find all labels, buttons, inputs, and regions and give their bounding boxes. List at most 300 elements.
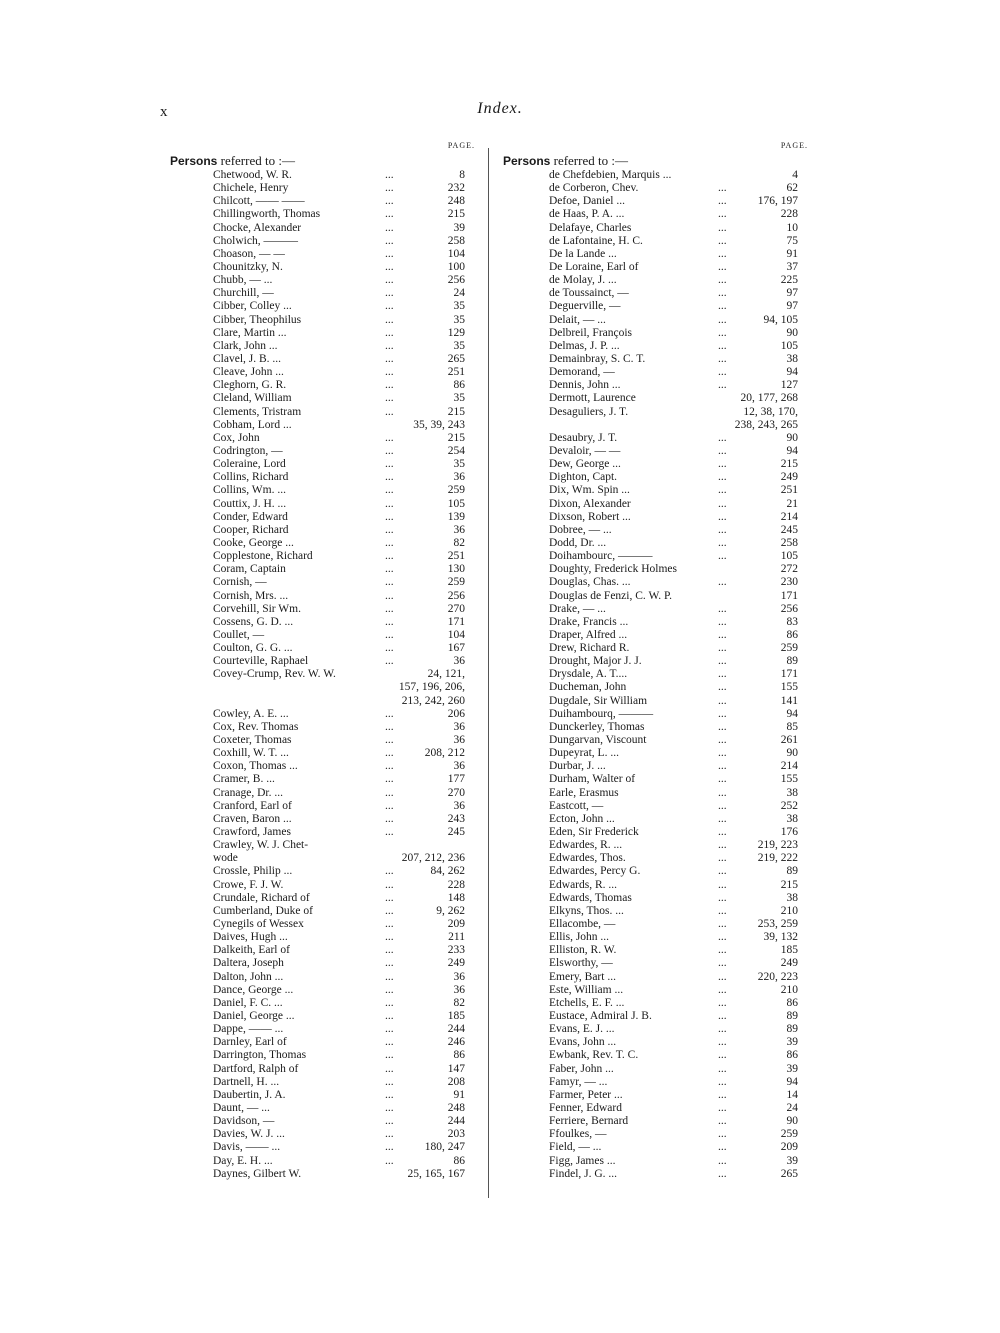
entry-pages: 219, 223 [757, 839, 798, 852]
index-entry [503, 406, 808, 419]
entry-leader: ... [385, 970, 394, 983]
entry-name: Crossle, Philip ... [213, 865, 293, 878]
entry-leader: ... [718, 996, 727, 1009]
entry-pages: 105 [447, 497, 465, 510]
index-entry [170, 353, 475, 366]
entry-pages: 35, 39, 243 [413, 418, 465, 431]
entry-name: Chocke, Alexander [213, 221, 302, 234]
entry-leader: ... [385, 878, 394, 891]
index-entry [170, 1102, 475, 1115]
entry-name: Delbreil, François [549, 326, 633, 339]
entry-leader: ... [718, 1154, 727, 1167]
entry-pages: 261 [780, 734, 798, 747]
entry-leader: ... [718, 471, 727, 484]
index-entry [170, 944, 475, 957]
entry-name: Dugdale, Sir William [549, 694, 648, 707]
index-entry [170, 222, 475, 235]
entry-name: Figg, James ... [549, 1154, 616, 1167]
entry-name: de Toussainct, — [549, 287, 629, 300]
entry-name: Ecton, John ... [549, 812, 615, 825]
index-entry [503, 1063, 808, 1076]
entry-leader: ... [718, 326, 727, 339]
index-entry [170, 445, 475, 458]
entry-name: Clark, John ... [213, 339, 278, 352]
entry-name: Elsworthy, — [549, 957, 613, 970]
entry-leader: ... [718, 484, 727, 497]
entry-name: Emery, Bart ... [549, 970, 616, 983]
entry-leader: ... [718, 642, 727, 655]
index-entry [170, 379, 475, 392]
index-entry [503, 629, 808, 642]
entry-pages: 4 [792, 169, 798, 181]
entry-pages: 157, 196, 206, [398, 681, 465, 694]
entry-name: Cleghorn, G. R. [213, 379, 287, 392]
entry-pages: 251 [780, 484, 798, 497]
entry-pages: 85 [786, 720, 798, 733]
entry-name: Edwardes, R. ... [549, 839, 623, 852]
page-folio: x [160, 104, 168, 120]
entry-pages: 259 [780, 642, 798, 655]
index-entry [170, 892, 475, 905]
entry-leader: ... [718, 313, 727, 326]
entry-leader: ... [385, 760, 394, 773]
index-entry [170, 208, 475, 221]
entry-name: Delafaye, Charles [549, 221, 632, 234]
index-entry [170, 905, 475, 918]
entry-name: Chubb, — ... [213, 274, 273, 287]
index-entry [170, 550, 475, 563]
entry-pages: 86 [786, 628, 798, 641]
entry-name: Davidson, — [213, 1115, 275, 1128]
entry-leader: ... [385, 484, 394, 497]
entry-pages: 251 [447, 550, 465, 563]
entry-pages: 75 [786, 234, 798, 247]
entry-pages: 36 [453, 471, 465, 484]
entry-leader: ... [718, 510, 727, 523]
entry-leader: ... [385, 1023, 394, 1036]
entry-leader: ... [385, 313, 394, 326]
entry-name: Dennis, John ... [549, 379, 621, 392]
entry-pages: 244 [447, 1115, 465, 1128]
entry-name: Elliston, R. W. [549, 944, 617, 957]
entry-leader: ... [718, 497, 727, 510]
index-entry [503, 1049, 808, 1062]
entry-leader: ... [385, 405, 394, 418]
entry-name: Famyr, — ... [549, 1075, 608, 1088]
entry-leader: ... [385, 260, 394, 273]
entry-name: Cornish, — [213, 576, 267, 589]
entry-pages: 38 [786, 352, 798, 365]
entry-leader: ... [718, 260, 727, 273]
index-entry [503, 1128, 808, 1141]
index-entry [503, 642, 808, 655]
index-entry [170, 432, 475, 445]
entry-name: Dupeyrat, L. ... [549, 747, 619, 760]
entry-pages: 90 [786, 747, 798, 760]
entry-leader: ... [385, 392, 394, 405]
entry-name: Eustace, Admiral J. B. [549, 1010, 652, 1022]
entry-name: Dappe, —— ... [213, 1023, 284, 1036]
index-column-right [503, 140, 808, 1181]
index-entry [503, 668, 808, 681]
entry-pages: 36 [453, 523, 465, 536]
entry-leader: ... [385, 510, 394, 523]
entry-name: Day, E. H. ... [213, 1154, 273, 1167]
index-entry [503, 852, 808, 865]
entry-pages: 141 [780, 694, 798, 707]
entry-pages: 89 [786, 1023, 798, 1036]
entry-pages: 265 [780, 1167, 798, 1180]
entry-name: Dighton, Capt. [549, 471, 618, 484]
index-entry [170, 931, 475, 944]
index-entry [503, 392, 808, 405]
entry-name: Etchells, E. F. ... [549, 996, 625, 1009]
index-entry [170, 957, 475, 970]
index-entry [503, 300, 808, 313]
index-entry [503, 445, 808, 458]
entry-name: Coulton, G. G. ... [213, 642, 293, 655]
entry-name: Chilcott, —— —— [213, 195, 305, 208]
entry-pages: 259 [447, 576, 465, 589]
index-entry [170, 668, 475, 681]
index-entry [503, 931, 808, 944]
entry-pages: 209 [780, 1141, 798, 1154]
entry-pages: 39 [453, 221, 465, 234]
entry-pages: 24, 121, [427, 668, 465, 681]
entry-pages: 100 [447, 260, 465, 273]
entry-name: Deguerville, — [549, 300, 621, 313]
entry-list [170, 169, 475, 1181]
entry-pages: 270 [447, 786, 465, 799]
entry-pages: 94 [786, 707, 798, 720]
entry-leader: ... [385, 615, 394, 628]
entry-leader: ... [718, 1088, 727, 1101]
entry-leader: ... [385, 996, 394, 1009]
entry-pages: 90 [786, 431, 798, 444]
entry-leader: ... [718, 681, 727, 694]
entry-leader: ... [718, 1115, 727, 1128]
entry-pages: 185 [447, 1010, 465, 1022]
entry-pages: 94 [786, 366, 798, 379]
entry-pages: 246 [447, 1036, 465, 1049]
entry-pages: 228 [780, 208, 798, 221]
entry-leader: ... [385, 234, 394, 247]
entry-leader: ... [385, 576, 394, 589]
entry-name: Edwardes, Percy G. [549, 865, 641, 878]
entry-pages: 38 [786, 812, 798, 825]
entry-pages: 86 [453, 379, 465, 392]
entry-leader: ... [385, 957, 394, 970]
entry-name: Ewbank, Rev. T. C. [549, 1049, 639, 1062]
index-entry [503, 695, 808, 708]
section-heading [170, 152, 475, 169]
entry-pages: 256 [780, 602, 798, 615]
entry-pages: 91 [453, 1088, 465, 1101]
entry-name: Farmer, Peter ... [549, 1088, 623, 1101]
index-entry [170, 1036, 475, 1049]
index-entry [170, 274, 475, 287]
entry-name: Davies, W. J. ... [213, 1128, 285, 1141]
entry-name: Cramer, B. ... [213, 773, 275, 786]
entry-leader: ... [718, 221, 727, 234]
entry-leader: ... [718, 1049, 727, 1062]
entry-leader: ... [385, 247, 394, 260]
entry-leader: ... [385, 786, 394, 799]
entry-name: Delmas, J. P. ... [549, 339, 620, 352]
entry-leader: ... [718, 694, 727, 707]
entry-leader: ... [718, 970, 727, 983]
entry-name: Dermott, Laurence [549, 392, 636, 405]
entry-pages: 253, 259 [757, 918, 798, 931]
entry-pages: 38 [786, 891, 798, 904]
entry-leader: ... [718, 576, 727, 589]
index-entry [170, 800, 475, 813]
entry-name: Clavel, J. B. ... [213, 352, 282, 365]
entry-leader: ... [718, 826, 727, 839]
index-entry [170, 406, 475, 419]
index-entry [503, 353, 808, 366]
entry-name: Edwards, R. ... [549, 878, 618, 891]
index-entry [503, 905, 808, 918]
entry-name: Cynegils of Wessex [213, 918, 304, 931]
entry-pages: 89 [786, 1010, 798, 1022]
entry-name: Demorand, — [549, 366, 615, 379]
index-entry [170, 287, 475, 300]
entry-pages: 244 [447, 1023, 465, 1036]
index-entry [170, 524, 475, 537]
entry-leader: ... [718, 1128, 727, 1141]
entry-name: Coram, Captain [213, 563, 286, 576]
entry-pages: 238, 243, 265 [734, 418, 798, 431]
entry-leader: ... [385, 931, 394, 944]
entry-name: Daltera, Joseph [213, 957, 284, 970]
entry-leader: ... [718, 615, 727, 628]
entry-name: Cleland, William [213, 392, 292, 405]
entry-name: Collins, Richard [213, 471, 289, 484]
entry-leader: ... [718, 1141, 727, 1154]
index-entry [503, 379, 808, 392]
entry-pages: 39 [786, 1062, 798, 1075]
entry-leader: ... [385, 1075, 394, 1088]
entry-name: Darrington, Thomas [213, 1049, 307, 1062]
entry-pages: 155 [780, 681, 798, 694]
entry-pages: 259 [447, 484, 465, 497]
entry-pages: 36 [453, 720, 465, 733]
entry-leader: ... [385, 444, 394, 457]
index-entry [503, 458, 808, 471]
entry-pages: 248 [447, 1101, 465, 1114]
entry-name: Defoe, Daniel ... [549, 195, 625, 208]
entry-leader: ... [718, 1167, 727, 1180]
entry-pages: 20, 177, 268 [740, 392, 798, 405]
index-entry [503, 1102, 808, 1115]
entry-pages: 256 [447, 589, 465, 602]
entry-name: Dartford, Ralph of [213, 1062, 299, 1075]
entry-name: Evans, E. J. ... [549, 1023, 615, 1036]
entry-leader: ... [385, 221, 394, 234]
entry-name: Delait, — ... [549, 313, 606, 326]
index-entry [170, 590, 475, 603]
entry-leader: ... [385, 379, 394, 392]
index-entry [503, 261, 808, 274]
entry-name: Chichele, Henry [213, 182, 289, 195]
index-entry [503, 773, 808, 786]
entry-name: Cooper, Richard [213, 523, 289, 536]
index-entry [503, 681, 808, 694]
entry-pages: 91 [786, 247, 798, 260]
index-entry [170, 537, 475, 550]
entry-name: Cox, Rev. Thomas [213, 720, 299, 733]
index-entry [503, 839, 808, 852]
index-entry [170, 997, 475, 1010]
index-entry [170, 248, 475, 261]
index-entry [170, 366, 475, 379]
index-entry [503, 471, 808, 484]
entry-pages: 215 [780, 458, 798, 471]
entry-name: Craven, Baron ... [213, 812, 292, 825]
entry-leader: ... [718, 300, 727, 313]
index-entry [170, 787, 475, 800]
index-entry [503, 248, 808, 261]
entry-pages: 8 [459, 169, 465, 181]
entry-pages: 24 [786, 1101, 798, 1114]
entry-pages: 215 [447, 405, 465, 418]
entry-pages: 259 [780, 1128, 798, 1141]
entry-leader: ... [718, 628, 727, 641]
entry-name: Earle, Erasmus [549, 786, 619, 799]
entry-leader: ... [385, 536, 394, 549]
entry-name: Dix, Wm. Spin ... [549, 484, 630, 497]
index-entry [503, 1141, 808, 1154]
entry-leader: ... [385, 734, 394, 747]
index-entry [170, 695, 475, 708]
entry-pages: 130 [447, 563, 465, 576]
index-entry [170, 484, 475, 497]
entry-name: de Molay, J. ... [549, 274, 617, 287]
entry-leader: ... [385, 208, 394, 221]
entry-pages: 258 [780, 536, 798, 549]
entry-name: Eden, Sir Frederick [549, 826, 639, 839]
entry-pages: 14 [786, 1088, 798, 1101]
entry-pages: 210 [780, 904, 798, 917]
page-column-header: PAGE. [780, 141, 808, 150]
entry-pages: 89 [786, 655, 798, 668]
entry-pages: 225 [780, 274, 798, 287]
entry-leader: ... [718, 339, 727, 352]
entry-leader: ... [718, 274, 727, 287]
entry-leader: ... [385, 944, 394, 957]
entry-pages: 176, 197 [757, 195, 798, 208]
entry-leader: ... [718, 707, 727, 720]
entry-leader: ... [385, 471, 394, 484]
entry-name: Codrington, — [213, 444, 283, 457]
entry-pages: 36 [453, 983, 465, 996]
index-entry [503, 208, 808, 221]
entry-name: de Corberon, Chev. [549, 182, 639, 195]
entry-leader: ... [718, 720, 727, 733]
entry-pages: 207, 212, 236 [401, 852, 465, 865]
entry-leader: ... [385, 366, 394, 379]
index-entry [503, 747, 808, 760]
entry-name: Crawford, James [213, 826, 291, 839]
index-entry [503, 721, 808, 734]
entry-name: Daynes, Gilbert W. [213, 1167, 302, 1180]
index-entry [170, 419, 475, 432]
entry-leader: ... [385, 1154, 394, 1167]
index-entry [503, 826, 808, 839]
entry-pages: 97 [786, 300, 798, 313]
entry-name: Durbar, J. ... [549, 760, 606, 773]
entry-leader: ... [385, 1088, 394, 1101]
entry-pages: 251 [447, 366, 465, 379]
entry-pages: 39 [786, 1036, 798, 1049]
index-entry [503, 498, 808, 511]
index-entry [503, 1155, 808, 1168]
entry-name: Covey-Crump, Rev. W. W. [213, 668, 336, 681]
entry-pages: 89 [786, 865, 798, 878]
index-entry [170, 261, 475, 274]
index-entry [503, 957, 808, 970]
entry-pages: 12, 38, 170, [743, 405, 798, 418]
entry-leader: ... [718, 1023, 727, 1036]
entry-leader: ... [385, 602, 394, 615]
entry-name: Darnley, Earl of [213, 1036, 287, 1049]
index-entry [503, 314, 808, 327]
entry-name: Ducheman, John [549, 681, 627, 694]
entry-pages: 25, 165, 167 [407, 1167, 465, 1180]
entry-leader: ... [718, 904, 727, 917]
entry-leader: ... [385, 523, 394, 536]
entry-pages: 206 [447, 707, 465, 720]
entry-pages: 90 [786, 1115, 798, 1128]
index-entry [170, 340, 475, 353]
index-entry [503, 366, 808, 379]
entry-name: Churchill, — [213, 287, 274, 300]
entry-leader: ... [385, 1036, 394, 1049]
entry-pages: 210 [780, 983, 798, 996]
entry-name: Dunckerley, Thomas [549, 720, 645, 733]
entry-leader: ... [385, 1049, 394, 1062]
entry-name: Cox, John [213, 431, 260, 444]
index-entry [170, 1128, 475, 1141]
entry-pages: 203 [447, 1128, 465, 1141]
entry-name: Davis, —— ... [213, 1141, 281, 1154]
entry-leader: ... [385, 720, 394, 733]
index-entry [170, 1155, 475, 1168]
entry-leader: ... [718, 891, 727, 904]
entry-leader: ... [385, 287, 394, 300]
entry-name: Cibber, Colley ... [213, 300, 292, 313]
entry-pages: 214 [780, 510, 798, 523]
entry-leader: ... [718, 918, 727, 931]
entry-leader: ... [385, 812, 394, 825]
index-entry [170, 1115, 475, 1128]
entry-leader: ... [718, 799, 727, 812]
index-entry [170, 734, 475, 747]
section-heading-bold: Persons [503, 154, 551, 168]
entry-pages: 147 [447, 1062, 465, 1075]
entry-leader: ... [385, 182, 394, 195]
index-entry [503, 340, 808, 353]
index-entry [170, 169, 475, 182]
entry-name: de Chefdebien, Marquis ... [549, 169, 672, 181]
entry-pages: 35 [453, 339, 465, 352]
entry-pages: 256 [447, 274, 465, 287]
index-entry [503, 879, 808, 892]
entry-leader: ... [385, 458, 394, 471]
entry-pages: 97 [786, 287, 798, 300]
entry-leader: ... [385, 773, 394, 786]
